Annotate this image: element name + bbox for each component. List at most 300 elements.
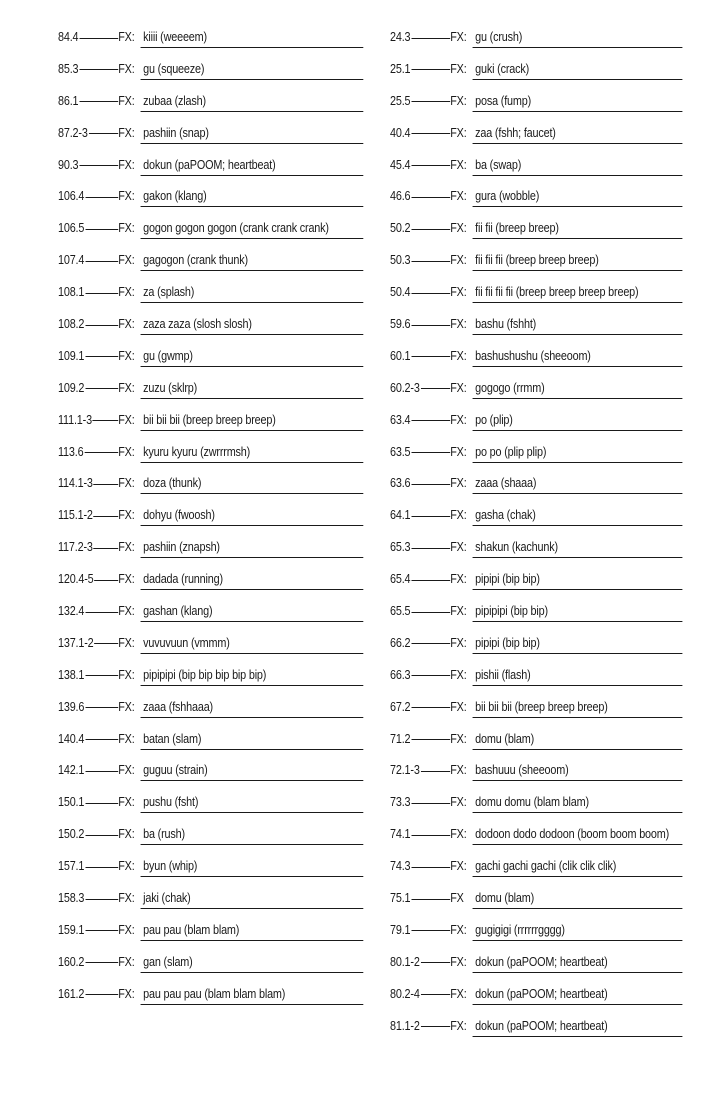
fx-page-ref xyxy=(390,470,450,490)
fx-label: FX: xyxy=(450,61,467,76)
fx-page-ref xyxy=(390,917,450,937)
fx-label: FX: xyxy=(118,476,135,491)
fx-page-ref-label: 108.2 xyxy=(58,317,85,332)
fx-label: FX: xyxy=(118,380,135,395)
fx-entry xyxy=(390,407,682,439)
fx-page-ref-label: 150.2 xyxy=(58,827,85,842)
fx-description: kyuru kyuru (zwrrrmsh) xyxy=(141,439,364,463)
fx-description: po po (plip plip) xyxy=(473,439,683,463)
fx-entry xyxy=(390,24,682,56)
fx-entry xyxy=(390,215,682,247)
fx-page-ref xyxy=(58,343,118,363)
fx-label: FX: xyxy=(450,221,467,236)
fx-page-ref-label: 50.2 xyxy=(390,221,411,236)
fx-description: domu domu (blam blam) xyxy=(473,789,683,813)
fx-description: zaza zaza (slosh slosh) xyxy=(141,311,364,335)
fx-page-ref xyxy=(58,630,118,650)
fx-entry xyxy=(58,183,363,215)
fx-entry xyxy=(390,821,682,853)
fx-description: vuvuvuun (vmmm) xyxy=(141,630,364,654)
fx-entry xyxy=(58,24,363,56)
fx-description: ba (rush) xyxy=(141,821,364,845)
fx-page-ref xyxy=(58,789,118,809)
fx-entry xyxy=(58,757,363,789)
fx-label: FX: xyxy=(450,444,467,459)
fx-page-ref xyxy=(58,853,118,873)
fx-page-ref xyxy=(58,247,118,267)
fx-entry xyxy=(58,375,363,407)
fx-entry xyxy=(390,981,682,1013)
fx-label: FX: xyxy=(118,763,135,778)
fx-page-ref xyxy=(390,1013,450,1033)
fx-page-ref-label: 108.1 xyxy=(58,285,85,300)
fx-page-ref xyxy=(58,279,118,299)
fx-label: FX: xyxy=(450,827,467,842)
fx-page-ref-label: 150.1 xyxy=(58,795,85,810)
fx-label: FX: xyxy=(118,348,135,363)
fx-description: posa (fump) xyxy=(473,88,683,112)
fx-page-ref xyxy=(58,885,118,905)
fx-page-ref-label: 67.2 xyxy=(390,699,411,714)
fx-description: gogogo (rrmm) xyxy=(473,375,683,399)
fx-page-ref-label: 120.4-5 xyxy=(58,572,94,587)
fx-page-ref xyxy=(58,88,118,108)
fx-label: FX: xyxy=(118,412,135,427)
fx-description: fii fii (breep breep) xyxy=(473,215,683,239)
fx-entry xyxy=(390,598,682,630)
fx-page-ref-label: 25.5 xyxy=(390,93,411,108)
fx-page-ref-label: 65.5 xyxy=(390,604,411,619)
fx-page-ref-label: 50.3 xyxy=(390,253,411,268)
fx-page-ref-label: 63.5 xyxy=(390,444,411,459)
fx-label: FX: xyxy=(118,604,135,619)
fx-description: guki (crack) xyxy=(473,56,683,80)
fx-entry xyxy=(58,88,363,120)
fx-page-ref-label: 66.3 xyxy=(390,667,411,682)
fx-page-ref-label: 79.1 xyxy=(390,922,411,937)
fx-label: FX: xyxy=(450,795,467,810)
fx-entry xyxy=(390,343,682,375)
fx-entry xyxy=(58,981,363,1013)
fx-page-ref xyxy=(58,152,118,172)
fx-page-ref-label: 24.3 xyxy=(390,30,411,44)
fx-entry xyxy=(390,694,682,726)
fx-label: FX: xyxy=(450,508,467,523)
fx-label: FX: xyxy=(450,412,467,427)
fx-page-ref xyxy=(58,598,118,618)
fx-description: jaki (chak) xyxy=(141,885,364,909)
fx-entry xyxy=(390,120,682,152)
fx-page-ref-label: 115.1-2 xyxy=(58,508,93,523)
fx-description: byun (whip) xyxy=(141,853,364,877)
fx-label: FX: xyxy=(450,30,467,44)
fx-page-ref xyxy=(390,24,450,44)
fx-page-ref xyxy=(58,183,118,203)
fx-entry xyxy=(390,183,682,215)
fx-label: FX: xyxy=(118,699,135,714)
fx-page-ref xyxy=(58,120,118,140)
fx-page-ref xyxy=(390,662,450,682)
fx-entry xyxy=(390,885,682,917)
fx-description: gogon gogon gogon (crank crank crank) xyxy=(141,215,364,239)
fx-page-ref xyxy=(390,821,450,841)
fx-label: FX: xyxy=(118,731,135,746)
fx-description: pipipi (bip bip) xyxy=(473,630,683,654)
fx-page-ref xyxy=(390,502,450,522)
fx-page-ref-label: 60.2-3 xyxy=(390,380,420,395)
fx-page-ref-label: 59.6 xyxy=(390,317,411,332)
fx-entry xyxy=(390,247,682,279)
fx-label: FX: xyxy=(450,954,467,969)
fx-entry xyxy=(58,630,363,662)
fx-description: pashiin (snap) xyxy=(141,120,364,144)
fx-description: dokun (paPOOM; heartbeat) xyxy=(141,152,364,176)
fx-entry xyxy=(390,662,682,694)
fx-entry xyxy=(58,534,363,566)
fx-entry xyxy=(390,311,682,343)
fx-label: FX: xyxy=(450,285,467,300)
fx-page-ref-label: 132.4 xyxy=(58,604,85,619)
fx-description: gakon (klang) xyxy=(141,183,364,207)
fx-page-ref-label: 161.2 xyxy=(58,986,85,1001)
fx-entry xyxy=(58,279,363,311)
fx-entry xyxy=(390,630,682,662)
fx-page-ref xyxy=(390,407,450,427)
fx-page-ref xyxy=(58,375,118,395)
fx-page-ref xyxy=(58,662,118,682)
fx-page-ref xyxy=(58,949,118,969)
fx-entry xyxy=(58,502,363,534)
fx-page-ref-label: 90.3 xyxy=(58,157,79,172)
fx-page-ref xyxy=(390,694,450,714)
fx-entry xyxy=(390,375,682,407)
fx-page-ref xyxy=(58,56,118,76)
fx-description: gura (wobble) xyxy=(473,183,683,207)
fx-entry xyxy=(58,662,363,694)
fx-label: FX xyxy=(450,891,464,906)
fx-description: po (plip) xyxy=(473,407,683,431)
fx-entry xyxy=(390,949,682,981)
fx-page-ref-label: 72.1-3 xyxy=(390,763,420,778)
fx-entry xyxy=(390,152,682,184)
fx-page-ref-label: 64.1 xyxy=(390,508,411,523)
fx-page-ref-label: 74.1 xyxy=(390,827,411,842)
fx-page-ref-label: 157.1 xyxy=(58,859,85,874)
fx-page-ref xyxy=(58,917,118,937)
fx-label: FX: xyxy=(450,604,467,619)
fx-page-ref xyxy=(390,949,450,969)
fx-page-ref xyxy=(390,534,450,554)
fx-description: ba (swap) xyxy=(473,152,683,176)
fx-entry xyxy=(58,949,363,981)
right-column xyxy=(390,24,701,1045)
fx-page-ref-label: 63.4 xyxy=(390,412,411,427)
fx-entry xyxy=(58,566,363,598)
fx-page-ref xyxy=(390,88,450,108)
fx-description: gu (gwmp) xyxy=(141,343,364,367)
fx-description: guguu (strain) xyxy=(141,757,364,781)
fx-page-ref xyxy=(390,56,450,76)
fx-description: bii bii bii (breep breep breep) xyxy=(141,407,364,431)
fx-entry xyxy=(390,566,682,598)
fx-description: pashiin (znapsh) xyxy=(141,534,364,558)
fx-label: FX: xyxy=(118,635,135,650)
fx-label: FX: xyxy=(118,795,135,810)
fx-page-ref xyxy=(390,375,450,395)
fx-description: pau pau (blam blam) xyxy=(141,917,364,941)
fx-description: batan (slam) xyxy=(141,726,364,750)
fx-label: FX: xyxy=(450,731,467,746)
fx-entry xyxy=(390,726,682,758)
fx-entry xyxy=(58,56,363,88)
fx-label: FX: xyxy=(118,508,135,523)
fx-description: zaaa (fshhaaa) xyxy=(141,694,364,718)
fx-entry xyxy=(390,56,682,88)
fx-description: dadada (running) xyxy=(141,566,364,590)
fx-description: zuzu (sklrp) xyxy=(141,375,364,399)
fx-description: doza (thunk) xyxy=(141,470,364,494)
fx-page-ref-label: 84.4 xyxy=(58,30,79,44)
fx-page-ref xyxy=(58,24,118,44)
fx-entry xyxy=(390,502,682,534)
fx-label: FX: xyxy=(450,635,467,650)
fx-page-ref-label: 113.6 xyxy=(58,444,84,459)
fx-description: zaaa (shaaa) xyxy=(473,470,683,494)
fx-description: domu (blam) xyxy=(473,726,683,750)
fx-label: FX: xyxy=(450,763,467,778)
fx-page-ref-label: 74.3 xyxy=(390,859,411,874)
fx-page-ref-label: 81.1-2 xyxy=(390,1018,420,1033)
fx-page-ref-label: 87.2-3 xyxy=(58,125,88,140)
fx-page-ref-label: 160.2 xyxy=(58,954,85,969)
fx-page-ref xyxy=(390,247,450,267)
fx-page-ref-label: 86.1 xyxy=(58,93,79,108)
fx-page-ref xyxy=(58,821,118,841)
fx-description: dokun (paPOOM; heartbeat) xyxy=(473,1013,683,1037)
fx-label: FX: xyxy=(450,699,467,714)
fx-page-ref xyxy=(390,120,450,140)
fx-label: FX: xyxy=(450,476,467,491)
fx-page-ref xyxy=(390,885,450,905)
fx-description: pipipipi (bip bip) xyxy=(473,598,683,622)
fx-page-ref-label: 138.1 xyxy=(58,667,85,682)
fx-description: gu (squeeze) xyxy=(141,56,364,80)
fx-entry xyxy=(58,215,363,247)
fx-page-ref-label: 50.4 xyxy=(390,285,411,300)
fx-entry xyxy=(390,1013,682,1045)
fx-page-ref-label: 158.3 xyxy=(58,891,85,906)
fx-label: FX: xyxy=(450,253,467,268)
fx-page-ref-label: 140.4 xyxy=(58,731,85,746)
fx-label: FX: xyxy=(118,30,135,44)
fx-page-ref-label: 71.2 xyxy=(390,731,411,746)
fx-description: gashan (klang) xyxy=(141,598,364,622)
fx-entry xyxy=(390,470,682,502)
fx-label: FX: xyxy=(118,954,135,969)
fx-entry xyxy=(390,279,682,311)
fx-page-ref-label: 106.5 xyxy=(58,221,85,236)
fx-description: pau pau pau (blam blam blam) xyxy=(141,981,364,1005)
fx-label: FX: xyxy=(450,125,467,140)
fx-page-ref-label: 73.3 xyxy=(390,795,411,810)
fx-label: FX: xyxy=(450,986,467,1001)
fx-description: dohyu (fwoosh) xyxy=(141,502,364,526)
fx-page-ref xyxy=(58,566,118,586)
fx-page-ref-label: 85.3 xyxy=(58,61,79,76)
fx-page-ref-label: 25.1 xyxy=(390,61,411,76)
fx-description: shakun (kachunk) xyxy=(473,534,683,558)
fx-entry xyxy=(58,694,363,726)
fx-description: zubaa (zlash) xyxy=(141,88,364,112)
fx-description: pipipipi (bip bip bip bip bip) xyxy=(141,662,364,686)
fx-page-ref xyxy=(390,598,450,618)
fx-entry xyxy=(58,917,363,949)
fx-entry xyxy=(58,470,363,502)
fx-page-ref xyxy=(58,981,118,1001)
fx-entry xyxy=(390,853,682,885)
fx-page-ref-label: 80.2-4 xyxy=(390,986,420,1001)
fx-page-ref xyxy=(58,534,118,554)
fx-page-ref-label: 114.1-3 xyxy=(58,476,93,491)
fx-description: gachi gachi gachi (clik clik clik) xyxy=(473,853,683,877)
fx-page-ref xyxy=(390,630,450,650)
fx-label: FX: xyxy=(450,380,467,395)
fx-page-ref xyxy=(58,694,118,714)
fx-description: bashu (fshht) xyxy=(473,311,683,335)
fx-label: FX: xyxy=(118,572,135,587)
fx-label: FX: xyxy=(118,189,135,204)
fx-page-ref-label: 117.2-3 xyxy=(58,540,93,555)
fx-label: FX: xyxy=(118,317,135,332)
fx-page-ref-label: 159.1 xyxy=(58,922,85,937)
fx-description: pishii (flash) xyxy=(473,662,683,686)
fx-label: FX: xyxy=(118,859,135,874)
fx-label: FX: xyxy=(118,61,135,76)
fx-entry xyxy=(58,789,363,821)
fx-page-ref-label: 106.4 xyxy=(58,189,85,204)
fx-description: bii bii bii (breep breep breep) xyxy=(473,694,683,718)
fx-page-ref-label: 142.1 xyxy=(58,763,85,778)
fx-page-ref-label: 66.2 xyxy=(390,635,411,650)
fx-label: FX: xyxy=(118,253,135,268)
fx-page-ref-label: 75.1 xyxy=(390,891,411,906)
fx-page-ref xyxy=(390,343,450,363)
fx-page-ref xyxy=(390,439,450,459)
fx-entry xyxy=(390,88,682,120)
fx-label: FX: xyxy=(118,125,135,140)
fx-entry xyxy=(58,120,363,152)
fx-description: gan (slam) xyxy=(141,949,364,973)
fx-label: FX: xyxy=(118,93,135,108)
fx-label: FX: xyxy=(450,317,467,332)
fx-label: FX: xyxy=(450,667,467,682)
fx-page-ref xyxy=(58,407,118,427)
fx-description: za (splash) xyxy=(141,279,364,303)
fx-page-ref-label: 109.1 xyxy=(58,348,85,363)
left-column xyxy=(58,24,413,1013)
fx-description: fii fii fii fii (breep breep breep breep) xyxy=(473,279,683,303)
fx-description: pipipi (bip bip) xyxy=(473,566,683,590)
fx-label: FX: xyxy=(450,572,467,587)
fx-label: FX: xyxy=(450,348,467,363)
fx-page-ref-label: 65.4 xyxy=(390,572,411,587)
fx-label: FX: xyxy=(450,157,467,172)
fx-description: gasha (chak) xyxy=(473,502,683,526)
fx-page-ref xyxy=(390,853,450,873)
fx-entry xyxy=(390,439,682,471)
fx-description: bashushushu (sheeoom) xyxy=(473,343,683,367)
fx-description: fii fii fii (breep breep breep) xyxy=(473,247,683,271)
fx-label: FX: xyxy=(450,189,467,204)
fx-description: gagogon (crank thunk) xyxy=(141,247,364,271)
fx-page-ref-label: 107.4 xyxy=(58,253,85,268)
fx-page-ref xyxy=(58,439,118,459)
fx-description: bashuuu (sheeoom) xyxy=(473,757,683,781)
fx-page-ref-label: 45.4 xyxy=(390,157,411,172)
fx-page-ref-label: 46.6 xyxy=(390,189,411,204)
fx-label: FX: xyxy=(118,285,135,300)
fx-page-ref xyxy=(58,726,118,746)
fx-label: FX: xyxy=(118,891,135,906)
fx-page-ref xyxy=(390,726,450,746)
fx-page-ref xyxy=(390,152,450,172)
fx-page-ref xyxy=(58,311,118,331)
fx-description: zaa (fshh; faucet) xyxy=(473,120,683,144)
fx-description: dokun (paPOOM; heartbeat) xyxy=(473,949,683,973)
fx-page-ref-label: 109.2 xyxy=(58,380,85,395)
fx-label: FX: xyxy=(450,859,467,874)
fx-page-ref-label: 111.1-3 xyxy=(58,412,92,427)
fx-label: FX: xyxy=(118,221,135,236)
fx-page-ref xyxy=(390,311,450,331)
fx-page-ref xyxy=(58,470,118,490)
fx-entry xyxy=(58,343,363,375)
fx-page-ref-label: 60.1 xyxy=(390,348,411,363)
fx-entry xyxy=(390,757,682,789)
fx-description: gu (crush) xyxy=(473,24,683,48)
fx-description: kiiii (weeeem) xyxy=(141,24,364,48)
fx-page-ref-label: 80.1-2 xyxy=(390,954,420,969)
fx-description: gugigigi (rrrrrrgggg) xyxy=(473,917,683,941)
fx-entry xyxy=(58,439,363,471)
fx-description: domu (blam) xyxy=(473,885,683,909)
fx-page-ref-label: 139.6 xyxy=(58,699,85,714)
fx-label: FX: xyxy=(118,986,135,1001)
fx-label: FX: xyxy=(118,444,135,459)
fx-page-ref-label: 137.1-2 xyxy=(58,635,94,650)
fx-entry xyxy=(58,853,363,885)
fx-entry xyxy=(58,407,363,439)
fx-entry xyxy=(58,726,363,758)
fx-page-ref xyxy=(390,183,450,203)
fx-page-ref xyxy=(58,215,118,235)
fx-page-ref xyxy=(390,789,450,809)
fx-page-ref xyxy=(390,215,450,235)
fx-label: FX: xyxy=(118,667,135,682)
fx-label: FX: xyxy=(450,93,467,108)
fx-label: FX: xyxy=(450,1018,467,1033)
fx-description: dodoon dodo dodoon (boom boom boom) xyxy=(473,821,683,845)
fx-entry xyxy=(390,917,682,949)
fx-description: dokun (paPOOM; heartbeat) xyxy=(473,981,683,1005)
fx-page-ref xyxy=(390,566,450,586)
fx-page-ref-label: 40.4 xyxy=(390,125,411,140)
fx-label: FX: xyxy=(118,827,135,842)
fx-entry xyxy=(58,598,363,630)
fx-label: FX: xyxy=(118,157,135,172)
fx-entry xyxy=(58,247,363,279)
fx-page-ref xyxy=(58,502,118,522)
